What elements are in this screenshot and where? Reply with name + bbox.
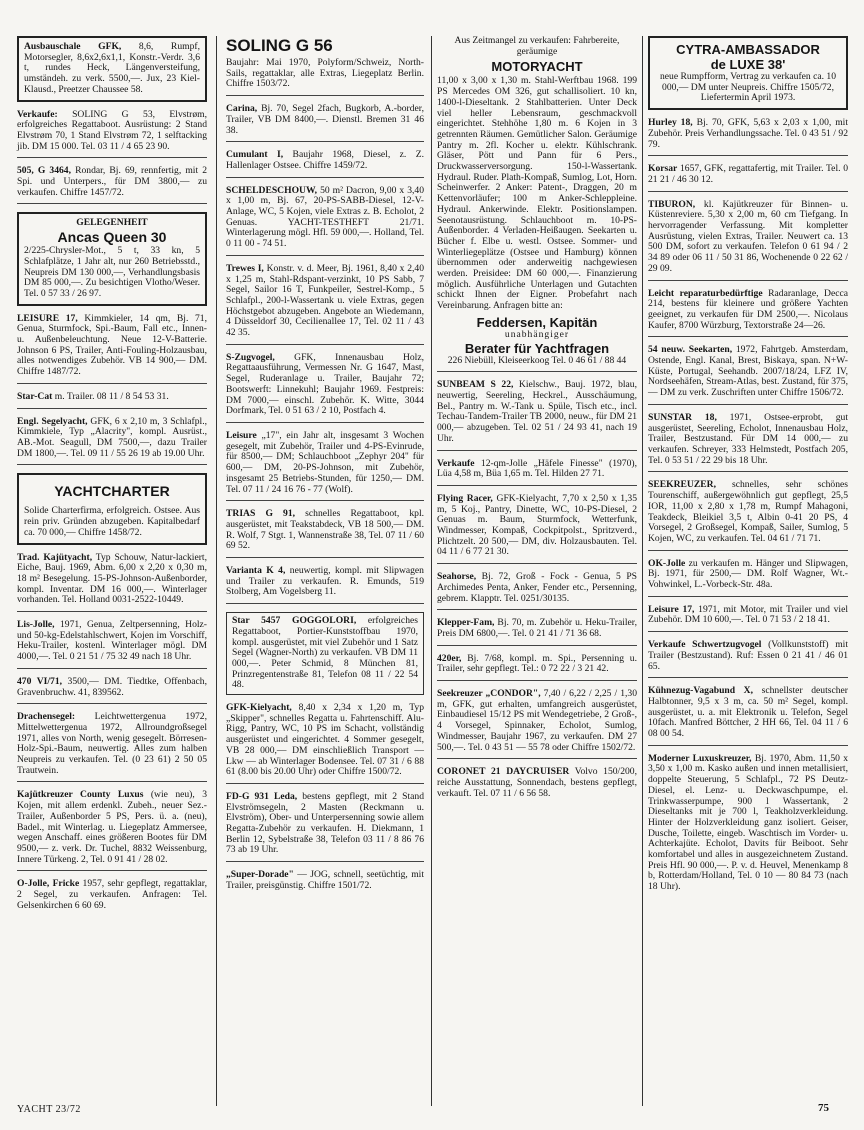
classified-ad — [648, 200, 848, 281]
classified-ad — [648, 345, 848, 405]
ad-headline: Verkaufe — [437, 457, 475, 469]
ad-body: — JOG, schnell, seetüchtig, mit Trailer, preisgünstig. Chiffre 1501/72. — [226, 869, 424, 891]
classified-ad — [226, 431, 424, 501]
ad-headline: Cumulant I, — [226, 149, 284, 161]
ad-body: 2/225-Chrysler-Mot., 5 t, 33 kn, 5 Schlafplätze, 1 Jahr alt, nur 260 Betriebsstd., Neupreis DM 130 000,—, Verhandlungsbasis DM 85 000,—. Zu besichtigen Vlotho/Weser. Tel. 0 57 33 / 26 97. — [24, 245, 200, 299]
classified-ad — [17, 620, 207, 669]
ad-body: Konstr. v. d. Meer, Bj. 1961, 8,40 x 2,40 x 1,25 m, Stahl-Rdspant-verzinkt, 10 PS Sabb, 7 Segel, Sailor 16 T, Funkpeiler, Sestrel-Komp., 5 Schlafpl., 200-l-Wassertank u. viele Extras, gegen Höchstgebot abzugeben. Angebote an Wiedemann, 4 Düsseldorf 30, Cecilienallee 17, Tel. 02 11 / 43 42 35. — [226, 262, 424, 339]
classified-ad — [437, 494, 637, 564]
ad-body: 12-qm-Jolle „Häfele Finesse" (1970), Lüa 4,58 m, Büa 1,65 m. Tel. Hilden 27 71. — [437, 457, 637, 480]
ad-headline: TRIAS G 91, — [226, 508, 296, 520]
classified-ad — [437, 618, 637, 645]
ad-body: kl. Kajütkreuzer für Binnen- u. Küstenreviere. 5,30 x 2,00 m, 60 cm Tiefgang. In hervorragender Verfassung. Mit kompletter Ausrüstung, vielen Extras, Trailer. Neuwert ca. 13 500 DM, sofort zu verkaufen. Telefon 0 61 94 / 2 34 89 oder 06 11 / 50 31 86, Wochenende 0 22 62 / 29 09. — [648, 198, 848, 274]
ad-headline: Kühnezug-Vagabund X, — [648, 685, 754, 697]
classified-ad — [17, 166, 207, 204]
ad-headline: SCHELDESCHOUW, — [226, 184, 318, 196]
classified-ad — [226, 703, 424, 784]
classified-ad — [437, 459, 637, 486]
classified-ad — [17, 790, 207, 871]
ad-title: CYTRA-AMBASSADOR — [676, 42, 820, 57]
ad-title: YACHTCHARTER — [54, 483, 170, 500]
classified-ad — [17, 392, 207, 409]
classified-ad — [437, 689, 637, 759]
classified-ad — [17, 712, 207, 782]
ad-headline: O-Jolle, Fricke — [17, 878, 80, 890]
ad-subtitle: de LUXE 38' — [710, 57, 786, 72]
ad-headline: 54 neuw. Seekarten, — [648, 344, 733, 356]
classified-ad — [226, 870, 424, 896]
ad-body: schnelles, sehr schönes Tourenschiff, außergewöhnlich gut gepflegt, 25,5 IOR, 11,00 x 2,80 x 1,78 m, Rumpf Mahagoni, Teakdeck, Bleikiel 3,5 t, Albin 0-41 20 PS, 4 Vorsegel, 2 Großsegel, Kompaß, Sailer, Sumlog, 5 Kojen, WC, zu verkaufen. Tel. 04 61 / 71 71. — [648, 479, 848, 544]
column-rule — [642, 36, 643, 1106]
ad-headline: Varianta K 4, — [226, 565, 286, 577]
classified-ad — [648, 754, 848, 898]
classified-ad — [226, 792, 424, 862]
ad-headline: „Super-Dorade" — [226, 869, 294, 881]
ad-body: (wie neu), 3 Kojen, mit allem erdenkl. Zubeh., neuer Sez.-Trailer, Außenborder 5 PS, Pers. ü. a. (neu), Badel., mit Winterlag. u. Liegeplatz Ammersee, wegen Anschaff. eines größeren Bootes für DM 9500,— z. verk. Dr. Tuchel, 8832 Weissenburg, Innere Türkeng. 2, Tel. 0 91 41 / 28 02. — [17, 789, 207, 865]
classified-ad — [437, 572, 637, 610]
ad-headline: Leisure — [226, 429, 257, 441]
classified-ad — [648, 559, 848, 597]
ad-headline: Engl. Segelyacht, — [17, 415, 88, 427]
ad-headline: GFK-Kielyacht, — [226, 702, 292, 714]
classified-ad — [17, 314, 207, 384]
ad-body: 1971, Ostsee-erprobt, gut ausgerüstet, Seereling, Echolot, Innenausbau Holz, Trailer, Bestzustand. Für DM 14 000,— zu verkaufen. Schreyer, 333 Helmstedt, Postfach 205, Tel. 0 53 51 / 22 29 bis 18 Uhr. — [648, 411, 848, 466]
ad-intro: Aus Zeitmangel zu verkaufen: Fahrbereite, geräumige — [454, 35, 620, 57]
ad-body: Bj. 72, Groß - Fock - Genua, 5 PS Archimedes Penta, Anker, Fender etc., Persenning, gebrem. Klapptr. Tel. 0251/30135. — [437, 571, 637, 604]
ad-body: Bj. 7/68, kompl. m. Spi., Persenning u. Trailer, sehr gepflegt. Tel.: 0 72 22 / 3 21 42. — [437, 652, 637, 675]
ad-body: 1657, GFK, regattafertig, mit Trailer. Tel. 0 21 21 / 46 30 12. — [648, 163, 848, 185]
ad-body: 3500,— DM. Tiedtke, Offenbach, Gravenbruchw. 41, 839562. — [17, 675, 207, 698]
ad-headline: Carina, — [226, 103, 258, 115]
classified-ad — [648, 289, 848, 338]
classified-ad — [437, 767, 637, 804]
ad-headline: Drachensegel: — [17, 711, 76, 723]
ad-body: „17", ein Jahr alt, insgesamt 3 Wochen gesegelt, mit Zubehör, Trailer und 4-PS-Evinrude, für 8500,— DM; Schlauchboot „Zephyr 204" für 600,— DM, 20-PS-Johnson, mit Zubehör, insgesamt 25 Betriebs-Stunden, für 1250,— DM. Tel. 07 11 / 24 16 76 - 77 (Wolf). — [226, 429, 424, 495]
boxed-ad — [17, 212, 207, 305]
ad-headline: S-Zugvogel, — [226, 351, 275, 363]
ad-body: Bj. 1970, Abm. 11,50 x 3,50 x 1,00 m. Kasko außen und innen metallisiert, doppelte Steuerung, 5 Schlafpl., 72 PS Deutz-Diesel, el. Lenz- u. Deckwaschpumpe, el. Trinkwasserpumpe, 900 l Wassertank, 2 Dieseltanks mit je 700 l, Teakholzverkleidung. Hinter der Holzverkleidung ganz isoliert. Geiser, Dusche, Toilette, eingeb. Waschtisch im Vorder- u. Achterkajüte. Echolot, Davits für Beiboot. Sehr komfortabel und alles in ausgezeichnetem Zustand. Preis Hfl. 90 000,—. P. v. d. Heuvel, Menenkamp 8 b, Rotterdam/Holland, Tel. 0 10 — 80 84 73 (nach 18 Uhr). — [648, 752, 849, 893]
ad-body: 11,00 x 3,00 x 1,30 m. Stahl-Werftbau 1968. 199 PS Mercedes OM 326, gut schallisoliert. 10 kn, 1400-l-Dieseltank. 2 Stahlbatterien. Unter Deck viel heller Lebensraum, geschmackvoll eingerichtet. Stehhöhe 1,80 m. 6 Kojen in 3 getrennten Räumen. Gemütlicher Salon. Geräumige Pantry m. 2fl. Kocher u. elektr. Kühlschrank. Gläser, Pött und Pann für 6 Pers., Druckwasserversorgung. 150-l-Wassertank. Hydraul. Ruder. Plath-Kompaß, Sumlog, Lot, Horn. Scheinwerfer. 2 Anker: Patent-, Draggen, 20 m Kettenvorläufer; 100 m Anker-Schleppleine. Hydraul. Ankerwinde. Elektr. Positionslampen. Seenotausrüstung. Schlauchboot m. 10-PS-Außenborder. 4 Verladen-Heißaugen. Seekarten u. Bücher f. Elbe u. westl. Ostsee. Sommer- und Winterliegeplätze (Ostsee und Hamburg) können übernommen oder anderweitig nachgewiesen werden. Preisidee: DM 60 000,—. Finanzierung möglich. Ausführliche Unterlagen und Gutachten schickt Ihnen der Eigner. Probefahrt nach Vereinbarung. Anfragen bitte an: — [437, 75, 637, 312]
ad-title: MOTORYACHT — [491, 59, 583, 75]
classified-ad — [226, 150, 424, 177]
ad-headline: Ausbauschale GFK, — [24, 41, 122, 52]
classified-ad — [17, 110, 207, 159]
classified-ad — [437, 654, 637, 681]
boxed-ad — [17, 473, 207, 544]
ad-body: Baujahr 1968, Diesel, z. Z. Hallenlager Ostsee. Chiffre 1459/72. — [226, 149, 424, 171]
ad-body: Bj. 70, GFK, 5,63 x 2,03 x 1,00, mit Zubehör. Preis Verhandlungssache. Tel. 0 43 51 / 92 79. — [648, 117, 848, 150]
classified-ad — [17, 36, 207, 102]
ad-headline: Leisure 17, — [648, 603, 695, 615]
ad-body: 1957, sehr gepflegt, regattaklar, 2 Segel, zu verkaufen. Anfragen: Tel. Gelsenkirchen 6 60 69. — [17, 878, 207, 911]
ad-body: Bj. 70, m. Zubehör u. Heku-Trailer, Preis DM 6800,—. Tel. 0 21 41 / 71 36 68. — [437, 617, 637, 639]
classified-ad — [17, 879, 207, 916]
ad-body: erfolgreiches Regattaboot, Portier-Kunststoffbau 1970, kompl. ausgerüstet, mit viel Zubehör und 1 Satz Segel (Wagner-North) zu verkaufen. VB DM 11 000,—. Peter Schmid, 8 München 81, Prinzregentenstraße 81, Telefon 08 11 / 22 54 48. — [232, 615, 418, 691]
ad-body: Volvo 150/200, reiche Ausstattung, Sonnendach, bestens gepflegt, verkauft. Tel. 07 11 / 6 56 58. — [437, 766, 637, 799]
ad-body: Baujahr: Mai 1970, Polyform/Schweiz, North-Sails, regattaklar, alle Extras, Liegeplatz Berlin. Chiffre 1503/72. — [226, 57, 424, 90]
ad-headline: 505, G 3464, — [17, 165, 71, 177]
ad-body: GFK-Kielyacht, 7,70 x 2,50 x 1,35 m, 5 Koj., Pantry, Dinette, WC, 10-PS-Diesel, 2 Genuas m. Baum, Sturmfock, Wetterfunk, Windmesser, Kompaß, Cockpitpolst., Spritzverd., Plichtzelt. 20 500,— DM, div. Holzausbauten. Tel. 04 11 / 6 77 21 30. — [437, 492, 637, 558]
ad-headline: Klepper-Fam, — [437, 617, 495, 629]
ad-headline: Flying Racer, — [437, 492, 493, 504]
ad-body: 1971, mit Motor, mit Trailer und viel Zubehör. DM 10 600,—. Tel. 0 71 53 / 2 18 41. — [648, 603, 848, 626]
ad-title: Ancas Queen 30 — [57, 229, 167, 246]
ad-body: 1972, Fahrtgeb. Amsterdam, Ostende, Engl. Kanal, Brest, Biskaya, span. N+W-Küste, Portugal, Seehandb. 2007/18/24, LFZ IV, Nordseehäfen, Stream-Atlas, best. Zustand, für 375,— DM zu verk. Zuschriften unter Chiffre 1506/72. — [648, 344, 849, 399]
column-rule — [431, 36, 432, 1106]
ad-tag: GELEGENHEIT — [76, 217, 148, 229]
ad-headline: TIBURON, — [648, 198, 696, 210]
ad-body: Kimmkieler, 14 qm, Bj. 71, Genua, Sturmfock, Spi.-Baum, Fall etc., Innen- u. Außenbeleuchtung. Neue 12-V-Batterie. Johnson 6 PS, Trailer, Anti-Fouling-Holzausbau, alles notwendiges Zubehör. VB 14 900,— DM. Chiffre 1487/72. — [17, 312, 207, 378]
ad-headline: Lis-Jolle, — [17, 619, 55, 631]
ad-headline: Trewes I, — [226, 262, 264, 274]
ad-body: Radaranlage, Decca 214, bestens für kleinere und größere Yachten geeignet, zu verkaufen für DM 2500,—. Nicolaus Kaufer, 8700 Würzburg, Textorstraße 24—26. — [648, 287, 848, 331]
classified-ad — [226, 353, 424, 423]
ad-body: Typ Schouw, Natur-lackiert, Eiche, Bauj. 1969, Abm. 6,00 x 2,20 x 0,30 m, 18 m² Besegelung. 15-PS-Johnson-Außenborder, kompl. Inventar. DM 16 000,—. Winterlager vorhanden. Tel. Holland 0031-2522-10449. — [17, 551, 207, 606]
ad-body: m. Trailer. 08 11 / 8 54 53 31. — [52, 390, 169, 402]
classified-ad — [648, 118, 848, 156]
boxed-ad — [648, 36, 848, 110]
ad-body: 1971, Genua, Zeltpersenning, Holz- und 50-kg-Edelstahlschwert, Kojen im Vorschiff, Heku-Trailer, kostenl. Winterlager mögl. DM 4000,—. Tel. 0 21 51 / 75 32 49 nach 18 Uhr. — [17, 619, 207, 663]
ad-body: 8,40 x 2,34 x 1,20 m, Typ „Skipper", schnelles Regatta u. Fahrtenschiff. Alu-Rigg, Pantry, WC, 10 PS im Schacht, vollständig ausgerüstet und eingerichtet. 4 Sommer gesegelt, VB 28 000,— DM einschließlich Transport — Lkw — ab Winterlager Bodensee. Tel. 07 31 / 6 88 61 (8.00 bis 20.00 Uhr) oder Chiffre 1500/72. — [226, 702, 424, 778]
ad-body: Solide Charterfirma, erfolgreich. Ostsee. Aus rein priv. Gründen abzugeben. Kapitalbedarf ca. 70 000,— Chiffre 1458/72. — [24, 505, 200, 538]
ad-headline: 420er, — [437, 652, 462, 664]
ad-headline: Star-Cat — [17, 390, 53, 402]
ad-body: Kielschw., Bauj. 1972, blau, neuwertig, Seereling, Heckrel., Ausschäumung, Bel., Pantry m. W.-Tank u. Spüle, Tisch etc., incl. Techau-Tandem-Trailer TB 2000, neuw., für DM 21 000,— abzugeben. Tel. 02 51 / 24 93 41, nach 19 Uhr. — [437, 379, 637, 444]
ad-headline: Moderner Luxuskreuzer, — [648, 752, 752, 764]
ad-body: SOLING G 53, Elvstrøm, erfolgreiches Regattaboot. Ausrüstung: 2 Stand Elvstrøm 70, 1 Stand Elvstrøm 72, 1 selftacking jib. DM 15 000. Tel. 03 11 / 4 65 23 90. — [17, 108, 207, 152]
ad-headline: LEISURE 17, — [17, 312, 78, 324]
ad-headline: Korsar — [648, 163, 678, 175]
ad-headline: Seekreuzer „CONDOR", — [437, 688, 541, 700]
column-1 — [17, 36, 207, 924]
ad-body: zu verkaufen m. Hänger und Slipwagen, Bj. 1971, für 2500,— DM. Rolf Wagner, Wt.-Vohwinkel, L.-Vorbeck-Str. 48a. — [648, 557, 848, 591]
classified-ad — [648, 686, 848, 746]
ad-headline: SUNSTAR 18, — [648, 411, 717, 423]
ad-headline: 470 VI/71, — [17, 675, 63, 687]
ad-body: schnelles Regattaboot, kpl. ausgerüstet, mit Teakstabdeck, VB 18 500,— DM. R. Wolf, 7 Stgt. 1, Wannenstraße 38, Tel. 07 11 / 60 69 52. — [226, 508, 425, 552]
classified-ad — [437, 380, 637, 450]
classified-ad — [226, 104, 424, 142]
classified-ad — [648, 640, 848, 678]
ad-body: neue Rumpfform, Vertrag zu verkaufen ca. 10 000,— DM unter Neupreis. Chiffre 1505/72, Liefertermin April 1973. — [660, 71, 836, 104]
classified-ad — [648, 605, 848, 632]
ad-body: neuwertig, kompl. mit Slipwagen und Trailer zu verkaufen. R. Emunds, 519 Stolberg, Am Vogelsberg 11. — [226, 565, 424, 598]
ad-headline: SUNBEAM S 22, — [437, 379, 514, 391]
ad-contact-title: Berater für Yachtfragen — [464, 340, 610, 356]
boxed-ad — [226, 612, 424, 695]
ad-body: (Vollkunststoff) mit Trailer (Bestzustand). Ruf: Essen 0 21 41 / 46 01 65. — [648, 639, 848, 672]
ad-headline: Seahorse, — [437, 571, 477, 583]
classified-ad — [648, 413, 848, 473]
classified-ad — [17, 417, 207, 466]
ad-contact-address: 226 Niebüll, Kleiseerkoog Tel. 0 46 61 / 88 44 — [447, 354, 627, 366]
classified-ad — [226, 566, 424, 604]
column-2 — [226, 36, 424, 905]
ad-title: SOLING G 56 — [226, 36, 333, 55]
ad-headline: Leicht reparaturbedürftige — [648, 287, 763, 299]
column-3 — [437, 36, 637, 812]
classified-ad — [648, 164, 848, 191]
ad-body: GFK, Innenausbau Holz, Regattaausführung, Vermessen Nr. G 1647, Mast, Segel, Ruderanlage u. Trailer, Baujahr 72; Bootswerft: Linnekuhl; Baujahr 1969. Festpreis: DM 7000,— einschl. Zubehör. K. Witte, 3044 Dorfmark, Tel. 0 51 63 / 2 10, Postfach 4. — [226, 351, 424, 417]
ad-body: schnellster deutscher Halbtonner, 9,5 x 3 m, ca. 50 m² Segel, kompl. ausgerüstet, u. a. mit Elektronik u. Telefon, Segel 10fach. Manfred Böttcher, 2 HH 66, Tel. 04 11 / 6 08 00 54. — [648, 685, 848, 740]
ad-headline: Verkaufe: — [17, 108, 58, 120]
ad-contact-name: Feddersen, Kapitän — [476, 314, 598, 330]
ad-headline: CORONET 21 DAYCRUISER — [437, 766, 570, 778]
ad-body: 8,6, Rumpf, Motorsegler, 8,6x2,6x1,1, Konstr.-Verdr. 3,6 t, rundes Heck, Längenversteifung, umständeh. zu verk. 5500,—. Jux, 23 Kiel-Klausd., Preetzer Chaussee 58. — [24, 41, 200, 95]
ad-body: Leichtwettergenua 1972, Mittelwettergenua 1972, Allroundgroßsegel 1971, alles von North, wenig gesegelt. Börresen-Holz-Spi.-Baum, neuwertig. Alles zum halben Neupreis zu verkaufen. Tel. (0 23 61) 2 50 05 Trautwein. — [17, 711, 207, 776]
ad-headline: Verkaufe Schwertzugvogel — [648, 639, 762, 651]
ad-body: bestens gepflegt, mit 2 Stand Elvströmsegeln, 2 Masten (Reckmann u. Elvström), Ober- und Unterpersenning sowie allem Regatta-Zubehör zu verkaufen. H. Diekmann, 1 Berlin 12, Sybelstraße 38, Telefon 03 11 / 8 86 76 73 ab 19 Uhr. — [226, 790, 424, 856]
ad-headline: Hurley 18, — [648, 117, 693, 129]
classified-ad — [17, 553, 207, 613]
footer-issue: YACHT 23/72 — [17, 1104, 81, 1115]
ad-headline: Trad. Kajütyacht, — [17, 551, 93, 563]
ad-headline: Kajütkreuzer County Luxus — [17, 789, 144, 801]
ad-body: 7,40 / 6,22 / 2,25 / 1,30 m, GFK, gut erhalten, umfangreich ausgerüstet, Einbaudiesel 15/12 PS mit Wendegetriebe, 2 Groß-, 4 Vorsegel, Spinnaker, Echolot, Sumlog, Windmesser, Baujahr 1967, zu verkaufen. DM 27 500,—. Tel. 0 43 51 — 55 78 oder Chiffre 1502/72. — [437, 688, 637, 753]
classified-ad — [226, 264, 424, 345]
ad-headline: OK-Jolle — [648, 557, 686, 569]
ad-headline: Star 5457 GOGGOLORI, — [232, 615, 357, 627]
ad-body: Rondar, Bj. 69, rennfertig, mit 2 Spi. und Unterpers., für DM 3800,— zu verkaufen. Chiffre 1457/72. — [17, 165, 207, 198]
ad-contact-role: unabhängiger — [504, 328, 570, 340]
classified-ad — [648, 480, 848, 550]
ad-body: Bj. 70, Segel 2fach, Bugkorb, A.-border, Trailer, VB DM 8400,—. Dienstl. Bremen 31 46 38. — [226, 103, 424, 136]
ad-headline: SEEKREUZER, — [648, 479, 716, 491]
column-rule — [216, 36, 217, 1106]
ad-body: 50 m² Dacron, 9,00 x 3,40 x 1,00 m, Bj. 67, 20-PS-SABB-Diesel, 12-V-Anlage, WC, 5 Kojen, viele Extras z. B. Echolot, 2 Genuas. YACHT-TESTHEFT 21/71. Winterlagerung mögl. Hfl. 59 000,—. Holland, Tel. 0 11 00 - 74 51. — [226, 184, 424, 250]
classified-ad — [226, 186, 424, 256]
classified-ad — [226, 509, 424, 558]
ad-body: GFK, 6 x 2,10 m, 3 Schlafpl., Kimmkiele, Typ „Alacrity", kompl. Ausrüst., AB.-Mot. Seagull, DM 7500,—, dazu Trailer DM 1800,—. Tel. 09 11 / 55 26 19 ab 19.00 Uhr. — [17, 415, 207, 459]
ad-headline: FD-G 931 Leda, — [226, 790, 298, 802]
classified-ad — [226, 36, 424, 96]
feature-ad — [437, 36, 637, 372]
classified-ad — [17, 677, 207, 704]
column-4 — [648, 36, 848, 906]
page-number: 75 — [818, 1102, 829, 1114]
